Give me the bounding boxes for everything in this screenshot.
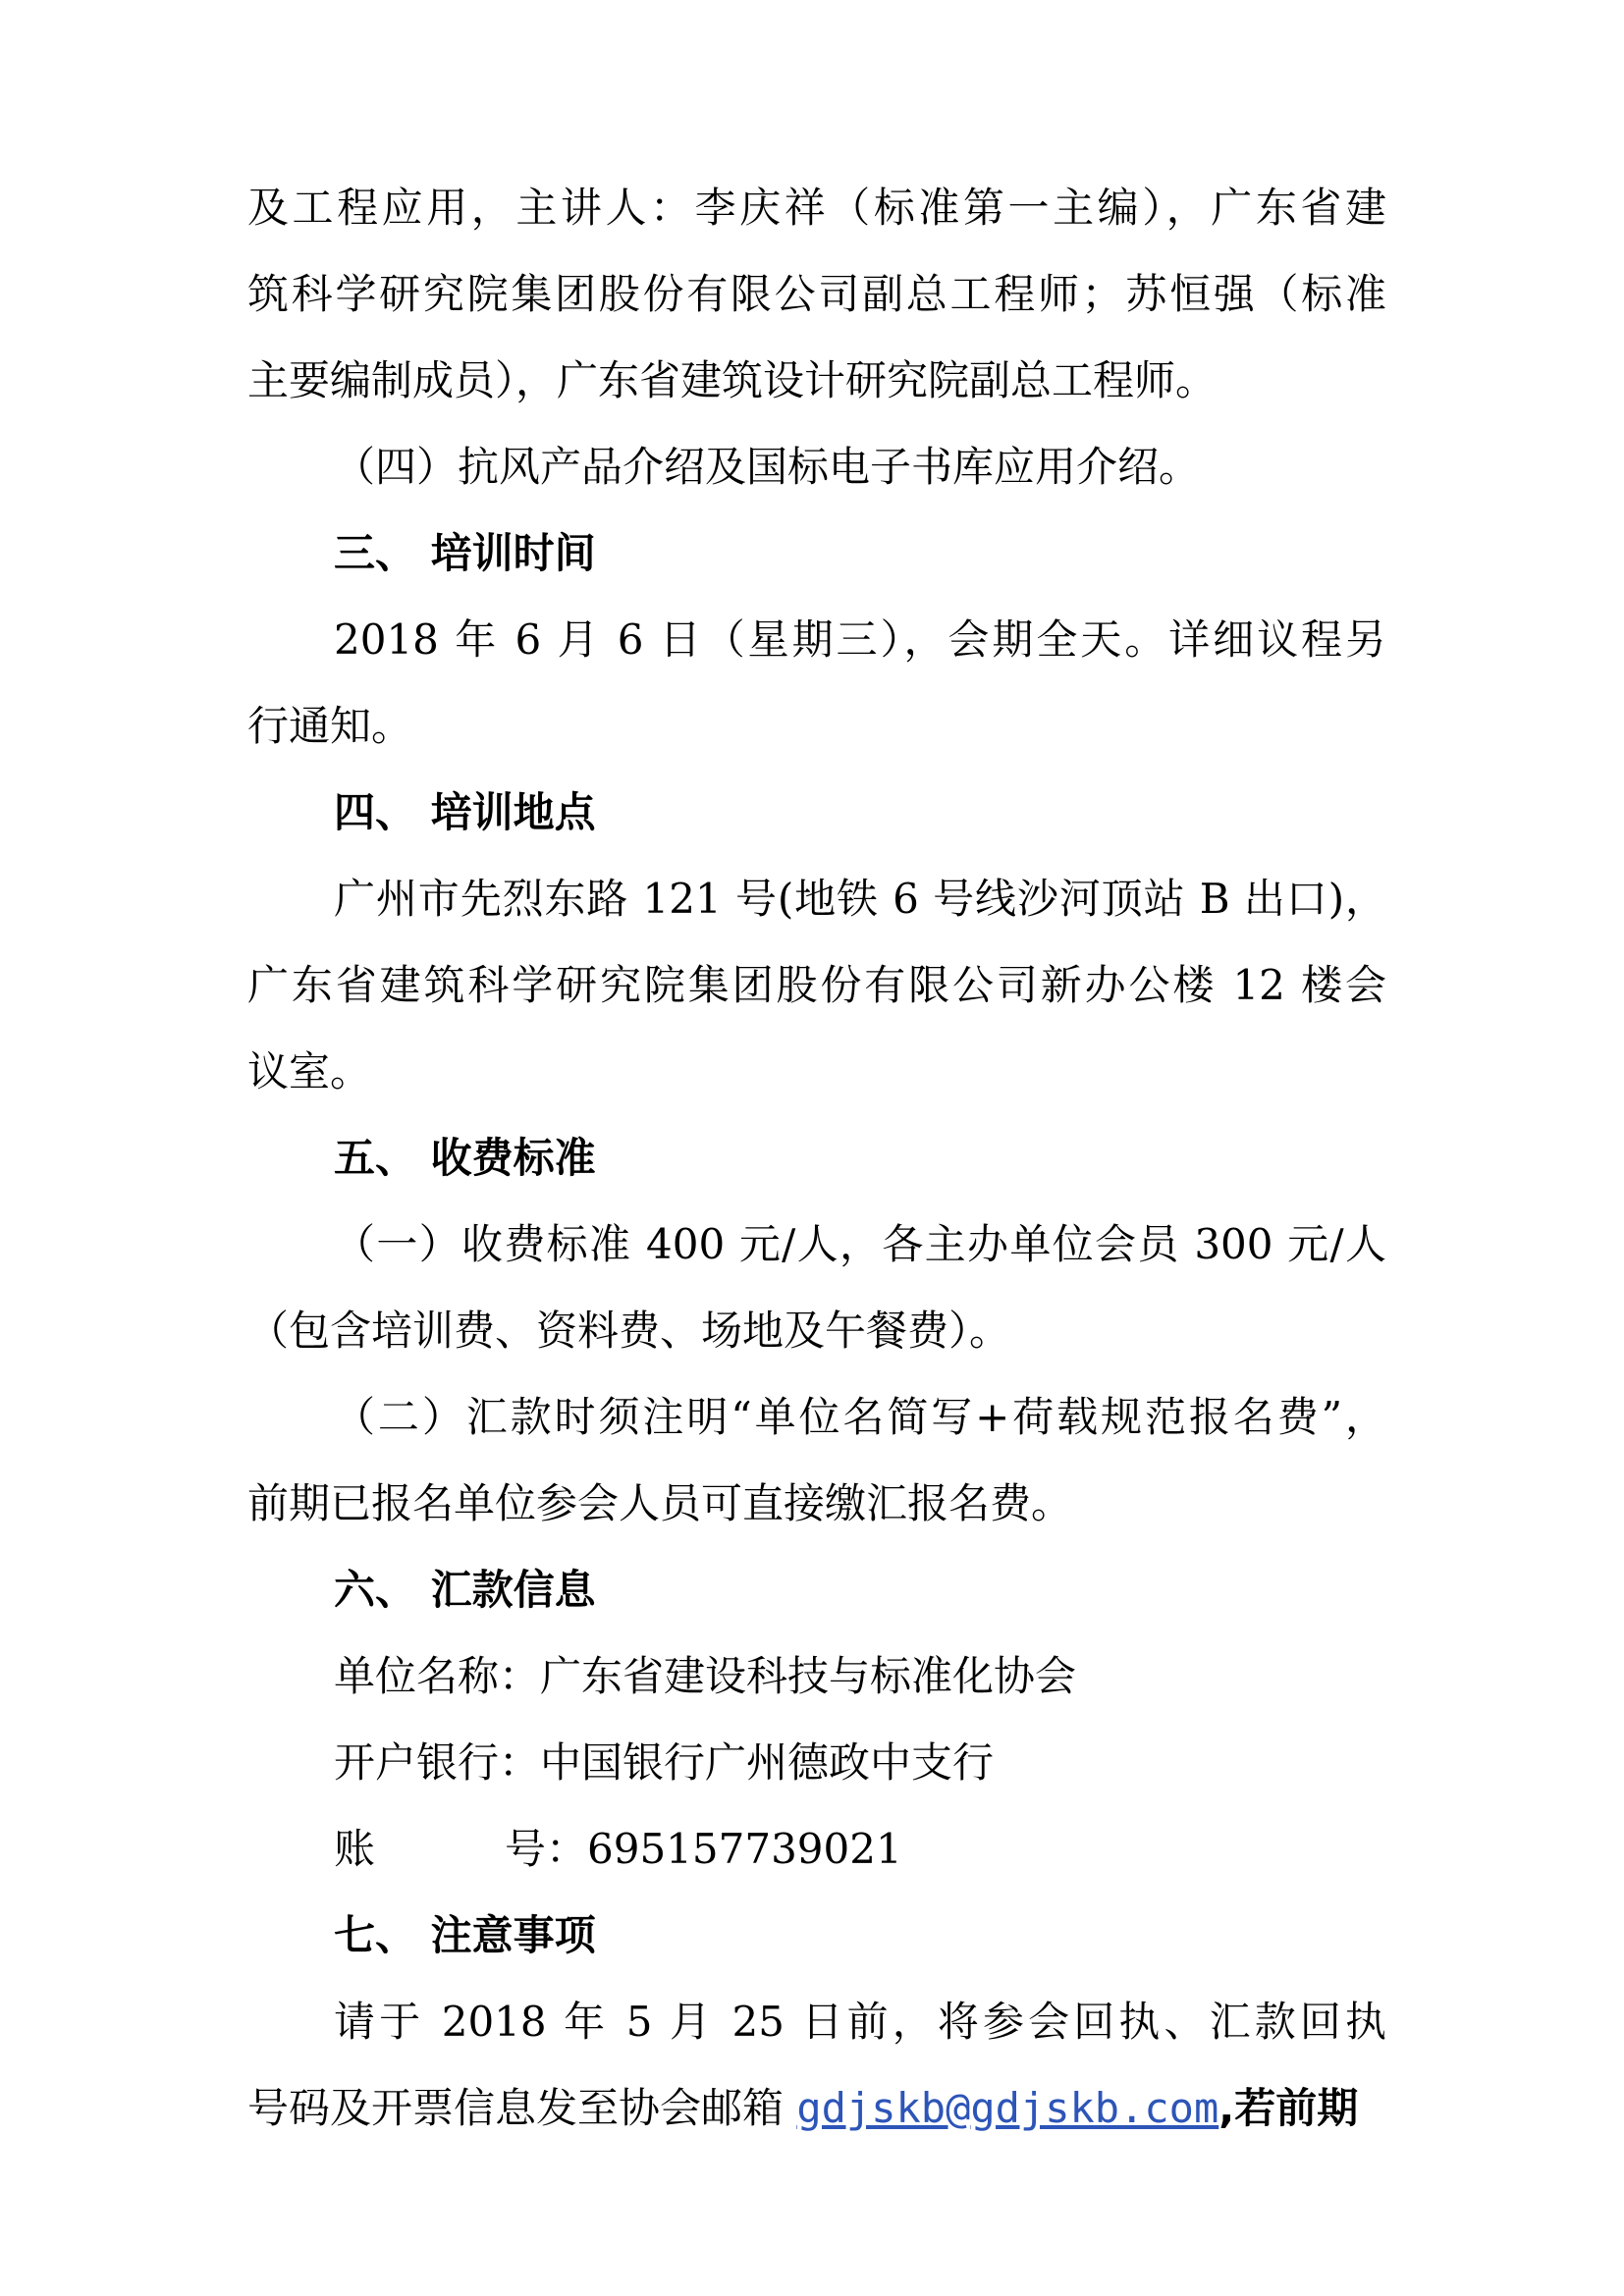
remit-unit-line: 单位名称：广东省建设科技与标准化协会 [334,1652,1077,1700]
body-line: 前期已报名单位参会人员可直接缴汇报名费。 [247,1479,1073,1527]
body-line: 广州市先烈东路 121 号(地铁 6 号线沙河顶站 B 出口)， [334,875,1386,923]
notes-line-prefix: 号码及开票信息发至协会邮箱 [247,2084,797,2132]
body-line: 议室。 [247,1047,372,1095]
section-heading-remit: 六、 汇款信息 [334,1566,596,1614]
email-link[interactable]: gdjskb@gdjskb.com [796,2084,1219,2132]
notes-email-line [247,2065,1386,2152]
section-heading-notes: 七、 注意事项 [334,1911,596,1959]
body-line: （四）抗风产品介绍及国标电子书库应用介绍。 [334,443,1201,491]
body-line: 请于 2018 年 5 月 25 日前，将参会回执、汇款回执 [334,1998,1386,2046]
body-line: （二）汇款时须注明“单位名简写+荷载规范报名费”， [334,1393,1386,1441]
account-colon: ： [546,1825,588,1873]
body-line: 2018 年 6 月 6 日（星期三），会期全天。详细议程另 [334,615,1386,664]
section-heading-location: 四、 培训地点 [334,788,596,836]
body-line: 行通知。 [247,702,413,750]
account-label: 账 号 [334,1825,546,1873]
remit-account-line [247,1806,1386,1893]
body-line: 主要编制成员），广东省建筑设计研究院副总工程师。 [247,356,1218,404]
body-line: （包含培训费、资料费、场地及午餐费）。 [247,1307,1011,1355]
account-number: 695157739021 [587,1825,902,1873]
body-line: 及工程应用，主讲人：李庆祥（标准第一主编），广东省建 [247,184,1386,232]
section-heading-time: 三、 培训时间 [334,529,596,577]
remit-bank-line: 开户银行：中国银行广州德政中支行 [334,1738,995,1787]
body-line: 筑科学研究院集团股份有限公司副总工程师；苏恒强（标准 [247,270,1386,318]
section-heading-fees: 五、 收费标准 [334,1134,596,1182]
body-line: （一）收费标准 400 元/人，各主办单位会员 300 元/人 [334,1220,1386,1268]
body-line: 广东省建筑科学研究院集团股份有限公司新办公楼 12 楼会 [247,961,1386,1009]
notes-line-suffix: ,若前期 [1218,2084,1359,2132]
document-body [247,165,1386,2152]
